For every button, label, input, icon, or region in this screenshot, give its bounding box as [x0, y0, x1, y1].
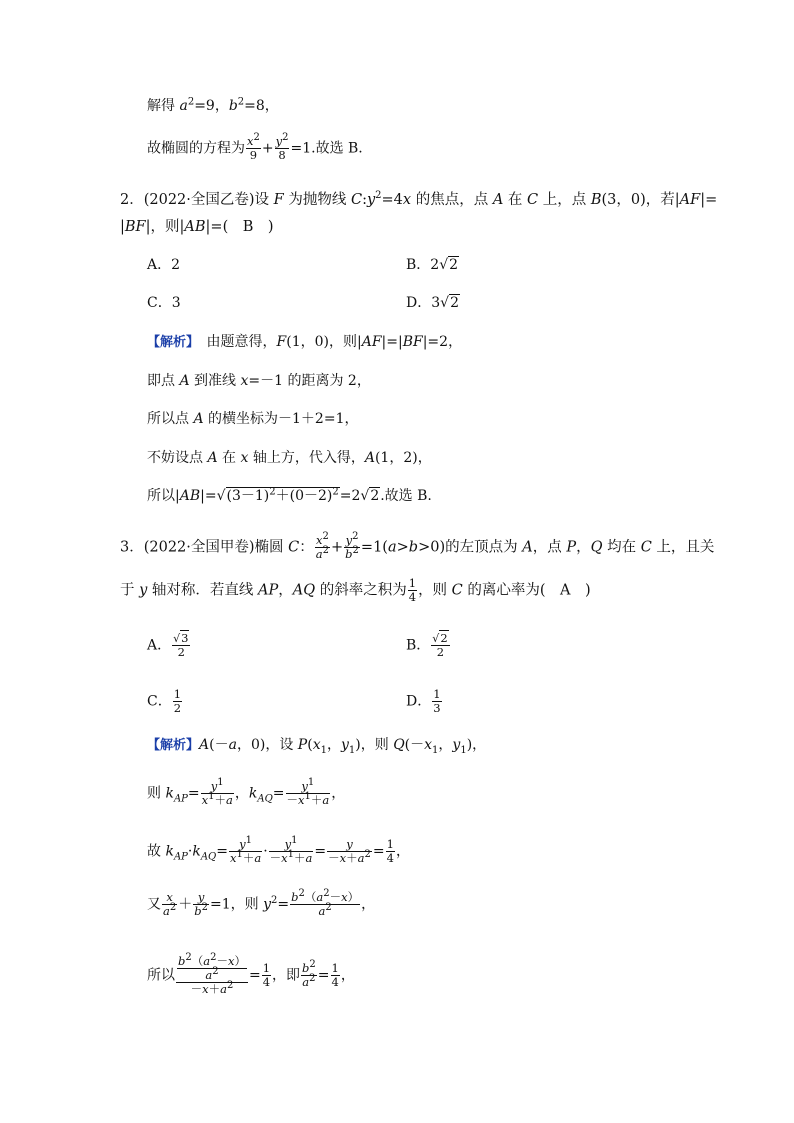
solution-line: 解得 $a^2=9$，$b^2=8$，	[147, 96, 279, 114]
analysis-line: 【解析】A(－a，0)，设 $P(x_1$，$y_1$)，则 $Q(-x_1$，$y_1$)，	[147, 737, 487, 756]
analysis-label: 【解析】	[147, 335, 193, 350]
option-b: B．2√2	[406, 257, 459, 273]
question-3-stem: 于 y 轴对称．若直线 AP，AQ 的斜率之积为 $\frac{1}{4}$ ，则 C 的离心率为( A )	[120, 576, 591, 604]
option-a: A． $\frac{√3}{2}$	[147, 631, 189, 659]
option-c: C． $\frac{1}{2}$	[147, 687, 182, 715]
analysis-line: 故 $k_{AP}\cdot k_{AQ}=$ $\frac{y^1}{x^1+a}$ · $\frac{y^1}{-x^1+a}$ = $\frac{y}{-x+a^2}$ = $\frac{1}{4}$ ，	[147, 835, 410, 865]
analysis-line: 【解析】 由题意得，F(1，0)，则|AF|=|BF|=2，	[147, 334, 463, 350]
option-c: C．3	[147, 295, 181, 311]
analysis-line: 所以 $\frac{\frac{b^2(a^2-x)}{a^2}}{-x+a^2}$ = $\frac{1}{4}$ ，即 $\frac{b^2}{a^2}$ = $\frac{1}{4}$ ，	[147, 952, 355, 996]
option-d: D．3√2	[406, 295, 459, 311]
question-2-stem: 2．(2022·全国乙卷)设 F 为抛物线 $C:y^2=4x$ 的焦点，点 A 在 C 上，点 B(3，0)，若|AF|=	[120, 190, 718, 208]
analysis-line: 又 $\frac{x}{a^2}$ ＋ $\frac{y}{b^2}$ =1，则 $y^2=$ $\frac{b^2(a^2-x)}{a^2}$ ，	[147, 888, 376, 918]
analysis-line: 不妨设点 A 在 x 轴上方，代入得，A(1，2)，	[147, 450, 432, 466]
question-3-stem: 3．(2022·全国甲卷)椭圆 C： $\frac{x^2}{a^2}$ + $\frac{y^2}{b^2}$ =1(a>b>0)的左顶点为 A，点 P，Q 均在 C 上，且关	[120, 531, 715, 561]
analysis-label: 【解析】	[147, 738, 200, 753]
analysis-line: 则 $k_{AP}=$ $\frac{y^1}{x^1+a}$ ，$k_{AQ}=$ $\frac{y^1}{-x^1+a}$ ，	[147, 777, 346, 807]
analysis-line: 即点 A 到准线 x=－1 的距离为 2，	[147, 373, 371, 389]
analysis-line: 所以点 A 的横坐标为－1＋2=1，	[147, 411, 359, 427]
solution-line: 故椭圆的方程为 $\frac{x^2}{9}$ + $\frac{y^2}{8}$ =1.故选 B.	[147, 132, 363, 162]
option-b: B． $\frac{√2}{2}$	[406, 631, 448, 659]
option-d: D． $\frac{1}{3}$	[406, 687, 441, 715]
question-2-stem: |BF|，则|AB|=( B )	[120, 219, 274, 235]
analysis-line: 所以$|AB|=√(3-1)^2+(0-2)^2=2√2$.故选 B.	[147, 486, 432, 504]
option-a: A．2	[147, 257, 181, 273]
